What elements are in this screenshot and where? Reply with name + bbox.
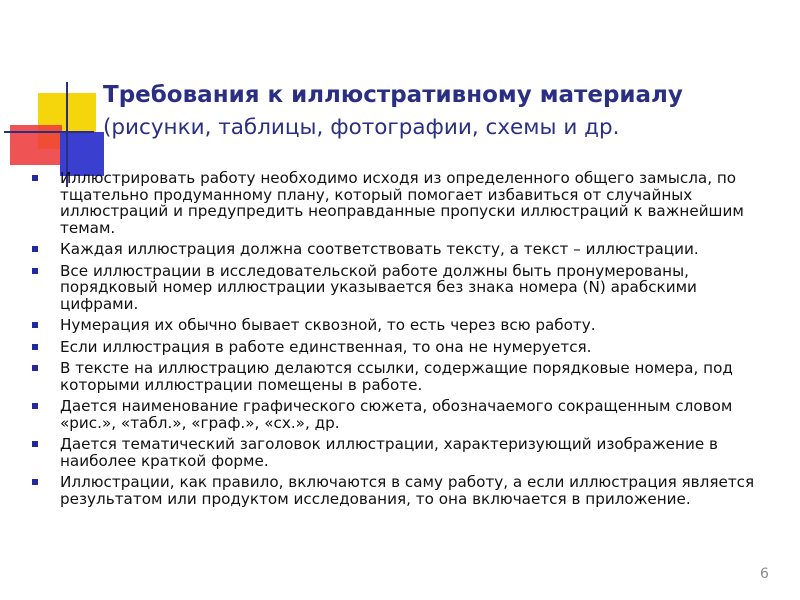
- bullet-square-icon: [32, 403, 38, 409]
- bullet-square-icon: [32, 441, 38, 447]
- bullet-square-icon: [32, 175, 38, 181]
- decorative-logo: [0, 0, 120, 190]
- bullet-item: [32, 170, 780, 236]
- bullet-text: В тексте на иллюстрацию делаются ссылки, содержащие порядковые номера, под которыми иллюстрации помещены в работе.: [60, 359, 733, 394]
- bullet-item: [32, 241, 780, 258]
- bullet-square-icon: [32, 344, 38, 350]
- bullet-text: Иллюстрировать работу необходимо исходя из определенного общего замысла, по тщательно продуманному плану, который помогает избавиться от случайных иллюстраций и предупредить неоправданные пропуски иллюстраций к важнейшим темам.: [60, 169, 744, 237]
- bullet-square-icon: [32, 246, 38, 252]
- bullet-text: Дается наименование графического сюжета, обозначаемого сокращенным словом «рис.», «табл.», «граф.», «сх.», др.: [60, 397, 733, 432]
- bullet-item: [32, 474, 780, 507]
- bullet-list: [32, 170, 780, 512]
- bullet-item: [32, 436, 780, 469]
- bullet-item: [32, 317, 780, 334]
- slide-title-block: [103, 78, 793, 144]
- page-number: 6: [760, 566, 769, 582]
- bullet-text: Каждая иллюстрация должна соответствовать тексту, а текст – иллюстрации.: [60, 240, 699, 258]
- bullet-item: [32, 339, 780, 356]
- logo-horizontal-line: [4, 131, 94, 133]
- slide-subtitle: (рисунки, таблицы, фотографии, схемы и др.: [103, 115, 620, 140]
- bullet-item: [32, 398, 780, 431]
- bullet-square-icon: [32, 479, 38, 485]
- bullet-text: Все иллюстрации в исследовательской работе должны быть пронумерованы, порядковый номер иллюстрации указывается без знака номера (N) арабскими цифрами.: [60, 261, 697, 313]
- bullet-item: [32, 360, 780, 393]
- bullet-square-icon: [32, 322, 38, 328]
- bullet-text: Нумерация их обычно бывает сквозной, то есть через всю работу.: [60, 316, 596, 334]
- slide-title: Требования к иллюстративному материалу: [103, 82, 683, 108]
- bullet-square-icon: [32, 365, 38, 371]
- bullet-item: [32, 263, 780, 313]
- bullet-text: Если иллюстрация в работе единственная, то она не нумеруется.: [60, 337, 592, 356]
- bullet-text: Иллюстрации, как правило, включаются в саму работу, а если иллюстрация является результатом или продуктом исследования, то она включается в приложение.: [60, 473, 755, 508]
- bullet-text: Дается тематический заголовок иллюстрации, характеризующий изображение в наиболее краткой форме.: [60, 435, 718, 470]
- bullet-square-icon: [32, 268, 38, 274]
